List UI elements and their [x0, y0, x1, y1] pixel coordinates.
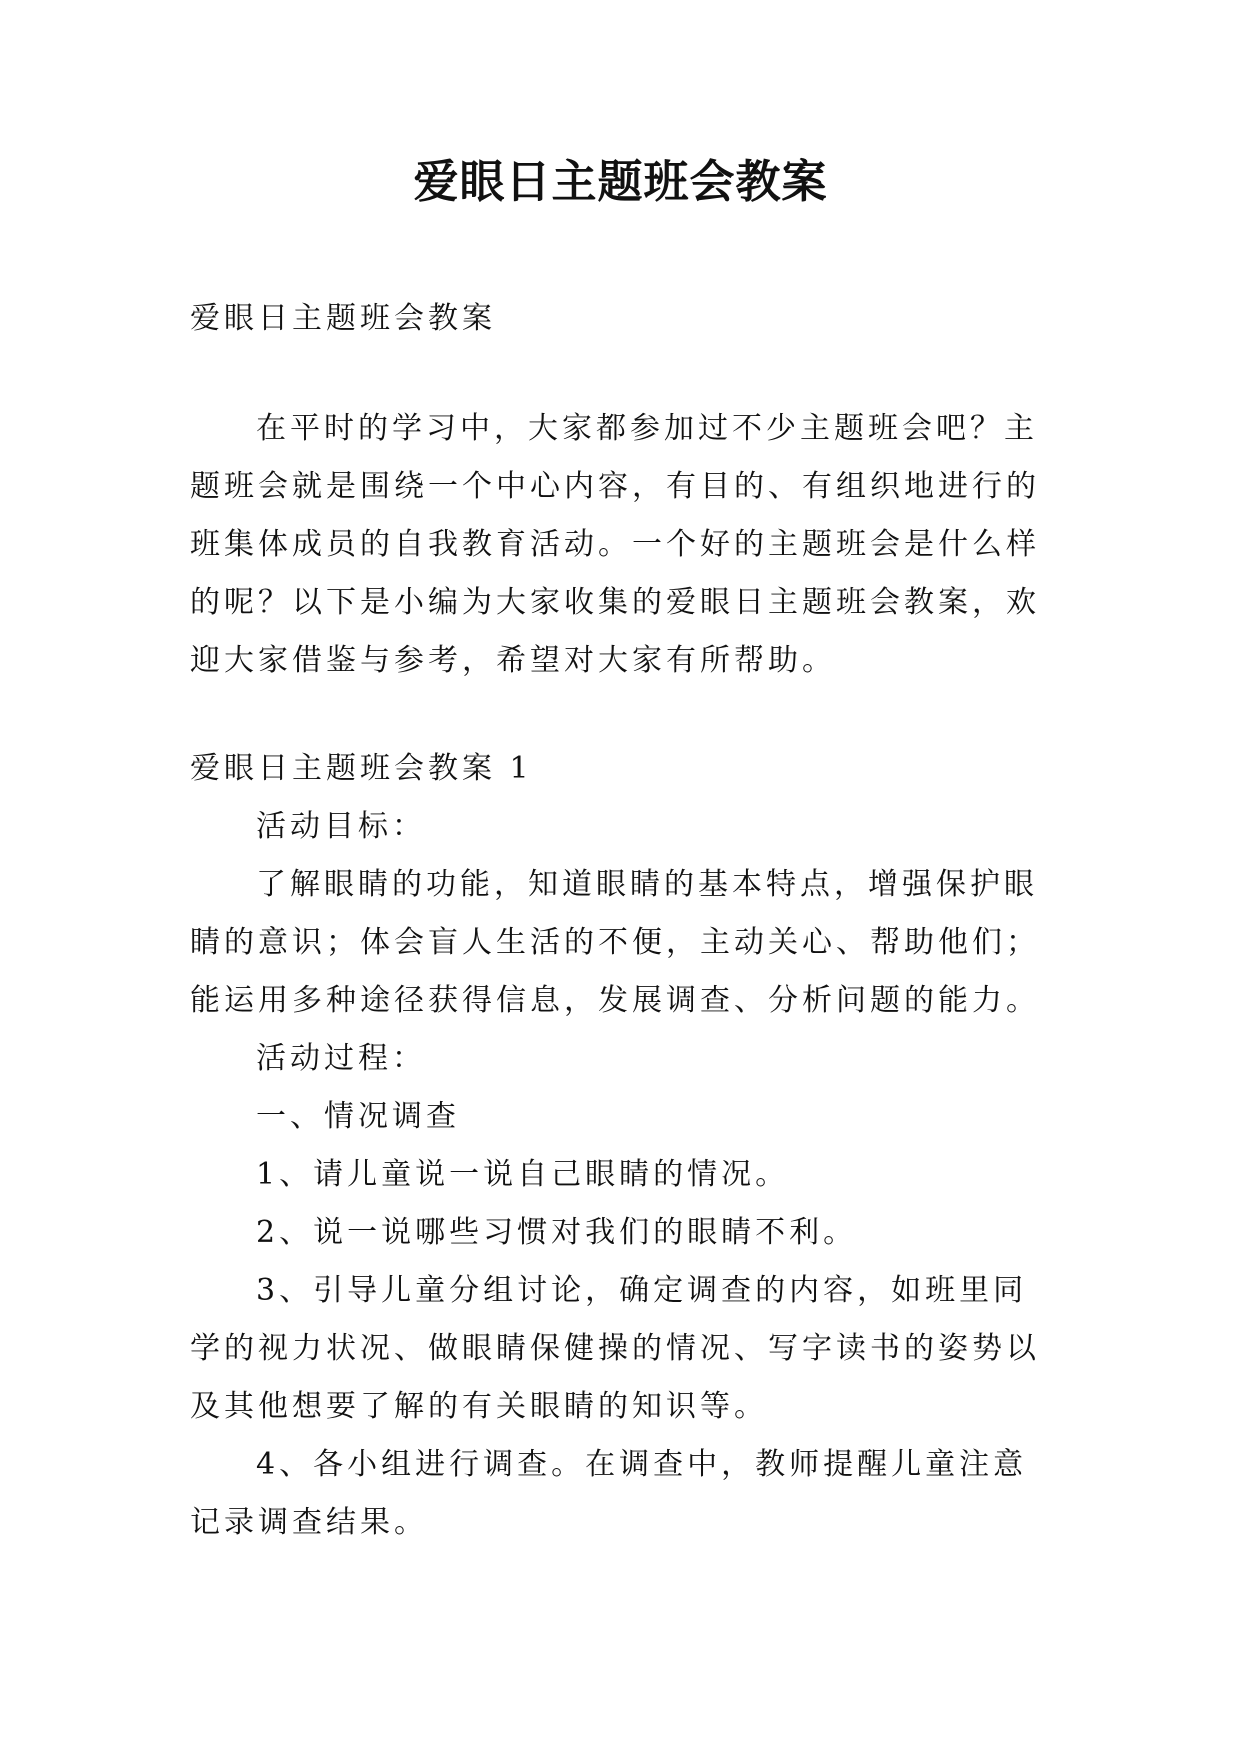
step-heading: 一、情况调查: [256, 1099, 460, 1134]
goal-label: 活动目标：: [256, 809, 426, 844]
list-item: 2、说一说哪些习惯对我们的眼睛不利。: [256, 1215, 858, 1250]
document-subtitle: 爱眼日主题班会教案: [190, 301, 496, 336]
process-label: 活动过程：: [256, 1041, 426, 1076]
list-item: 1、请儿童说一说自己眼睛的情况。: [256, 1157, 790, 1192]
document-title: 爱眼日主题班会教案: [413, 155, 828, 208]
list-item: 4、各小组进行调查。在调查中，教师提醒儿童注意记录调查结果。: [190, 1447, 1028, 1540]
intro-paragraph: 在平时的学习中，大家都参加过不少主题班会吧？主题班会就是围绕一个中心内容，有目的、有组织地进行的班集体成员的自我教育活动。一个好的主题班会是什么样的呢？以下是小编为大家收集的爱眼日主题班会教案，欢迎大家借鉴与参考，希望对大家有所帮助。: [190, 411, 1040, 678]
goal-paragraph: 了解眼睛的功能，知道眼睛的基本特点，增强保护眼睛的意识；体会盲人生活的不便，主动关心、帮助他们；能运用多种途径获得信息，发展调查、分析问题的能力。: [190, 867, 1040, 1018]
list-item: 3、引导儿童分组讨论，确定调查的内容，如班里同学的视力状况、做眼睛保健操的情况、写字读书的姿势以及其他想要了解的有关眼睛的知识等。: [190, 1273, 1040, 1424]
section-heading: 爱眼日主题班会教案 1: [190, 751, 533, 786]
document-body: [190, 290, 1050, 1552]
